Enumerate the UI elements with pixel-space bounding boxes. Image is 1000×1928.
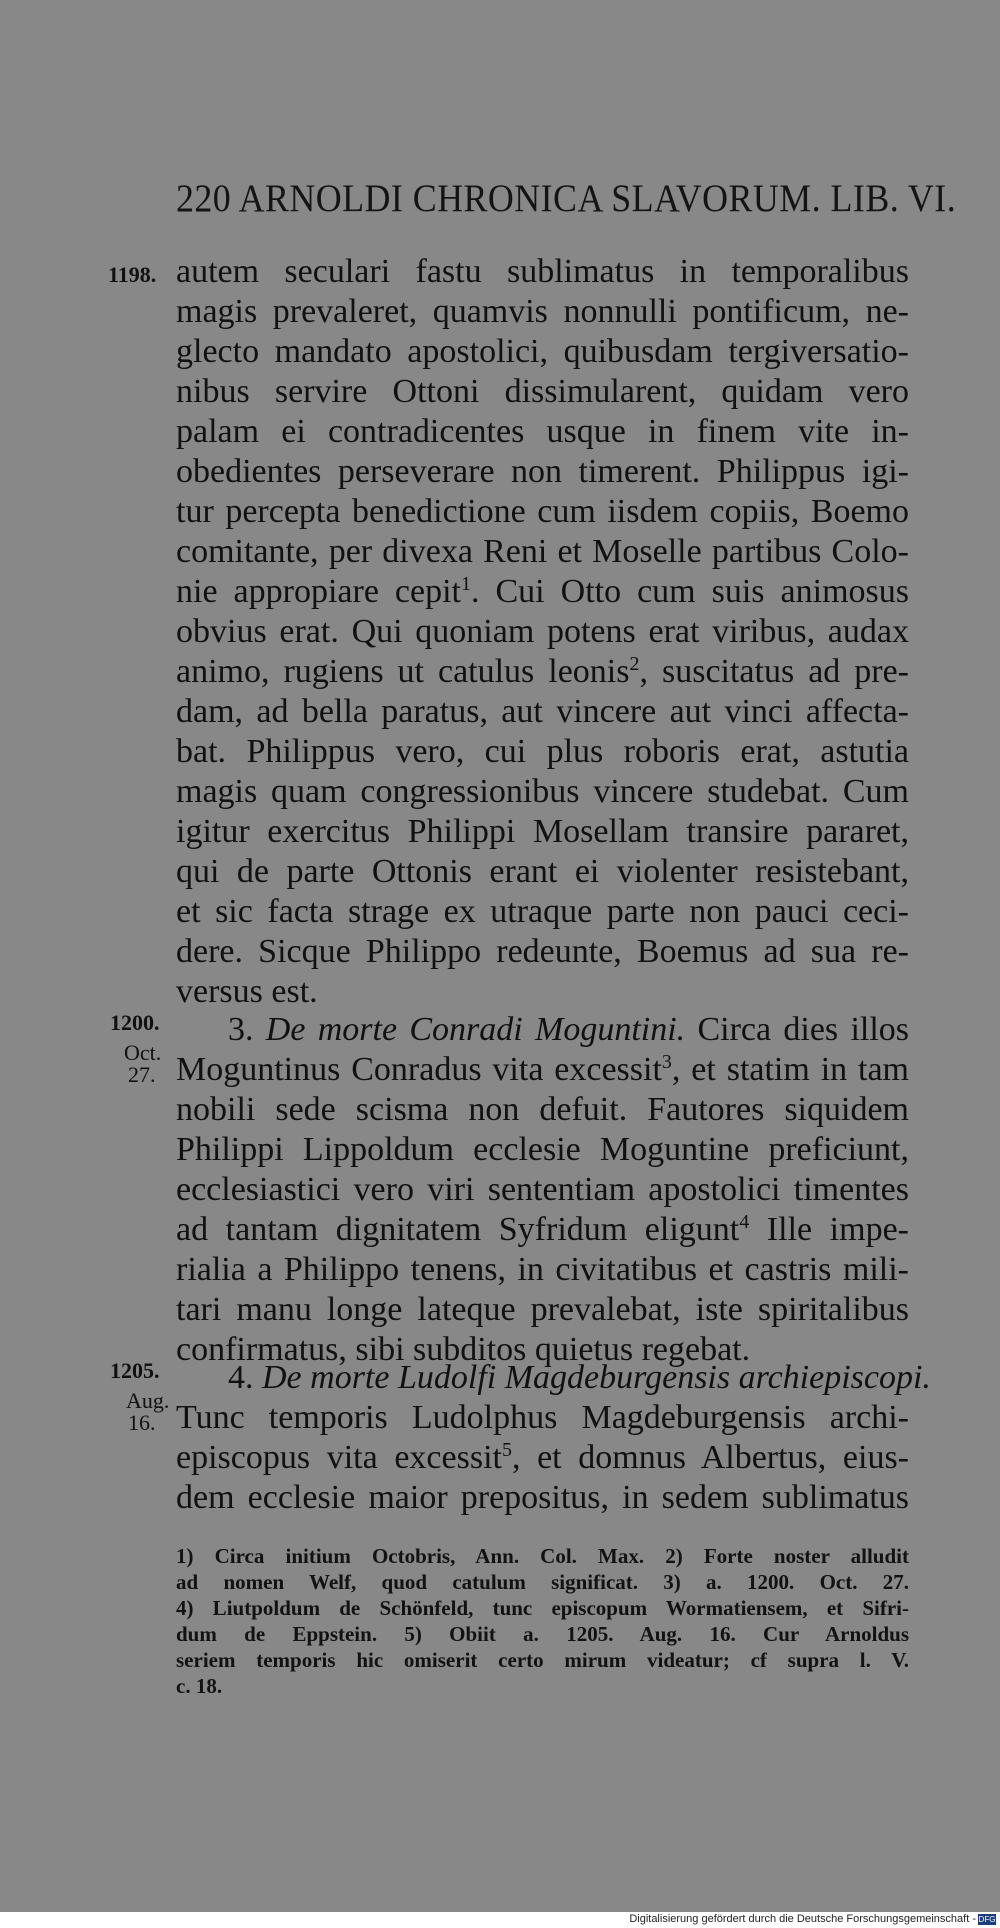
body-line: obvius erat. Qui quoniam potens erat viribus, audax [176,613,909,650]
body-line: animo, rugiens ut catulus leonis$^2$, suscitatus ad pre- [176,653,910,690]
margin-year-1198: 1198. [108,262,157,287]
body-line: magis quam congressionibus vincere studebat. Cum [176,773,909,810]
running-head: 220 ARNOLDI CHRONICA SLAVORUM. LIB. VI. [176,177,957,220]
footnote-line: dum de Eppstein. 5) Obiit a. 1205. Aug. 16. Cur Arnoldus [176,1622,909,1646]
body-line: nobili sede scisma non defuit. Fautores siquidem [176,1091,909,1128]
section-title: De morte Ludolfi Magdeburgensis archiepiscopi. [262,1359,931,1396]
margin-month-oct: Oct. [124,1040,162,1065]
section-heading-line: 3. De morte Conradi Moguntini. Circa dies illos [228,1011,910,1048]
footnote-line: 1) Circa initium Octobris, Ann. Col. Max. 2) Forte noster alludit [176,1544,909,1568]
body-line: comitante, per divexa Reni et Moselle partibus Colo- [176,533,909,570]
margin-day-16: 16. [128,1410,156,1435]
body-line: tur percepta benedictione cum iisdem copiis, Boemo [176,493,909,530]
body-line: Philippi Lippoldum ecclesie Moguntine preficiunt, [176,1131,909,1168]
footnote-line: c. 18. [176,1674,223,1698]
margin-month-aug: Aug. [126,1388,170,1413]
footnote-line: 4) Liutpoldum de Schönfeld, tunc episcopum Wormatiensem, et Sifri- [176,1596,909,1620]
margin-year-1200: 1200. [110,1010,160,1035]
body-line: Tunc temporis Ludolphus Magdeburgensis archi- [176,1399,909,1436]
body-line: nibus servire Ottoni dissimularent, quidam vero [176,373,909,410]
body-line: autem seculari fastu sublimatus in temporalibus [176,253,909,290]
body-line: igitur exercitus Philippi Mosellam transire pararet, [176,813,909,850]
body-line: confirmatus, sibi subditos quietus regebat. [176,1331,751,1368]
footnote-line: seriem temporis hic omiserit certo mirum videatur; cf supra l. V. [176,1648,909,1672]
funding-credit: Digitalisierung gefördert durch die Deutsche Forschungsgemeinschaft - [629,1913,976,1925]
margin-day-27: 27. [128,1062,156,1087]
footnote-ref: 3 [661,1051,672,1073]
body-line: obedientes perseverare non timerent. Philippus igi- [176,453,909,490]
body-line: versus est. [176,973,318,1010]
body-line: episcopus vita excessit$^5$, et domnus Albertus, eius- [176,1439,909,1476]
body-line: tari manu longe lateque prevalebat, iste spiritalibus [176,1291,909,1328]
dfg-logo: DFG [978,1915,996,1924]
body-line: Moguntinus Conradus vita excessit$^3$, et statim in tam [176,1051,909,1088]
body-line: nie appropiare cepit$^1$. Cui Otto cum suis animosus [176,573,909,610]
footnote-ref: 4 [739,1211,750,1233]
body-line: et sic facta strage ex utraque parte non pauci ceci- [176,893,909,930]
margin-year-1205: 1205. [110,1358,160,1383]
body-line: dam, ad bella paratus, aut vincere aut vinci affecta- [176,693,909,730]
body-line: ecclesiastici vero viri sententiam apostolici timentes [176,1171,909,1208]
body-line: rialia a Philippo tenens, in civitatibus et castris mili- [176,1251,909,1288]
footnote-ref: 5 [501,1439,512,1461]
body-line: bat. Philippus vero, cui plus roboris erat, astutia [176,733,909,770]
body-line: palam ei contradicentes usque in finem vite in- [176,413,909,450]
footnote-ref: 1 [461,573,471,595]
body-line: magis prevaleret, quamvis nonnulli pontificum, ne- [176,293,909,330]
footnote-line: ad nomen Welf, quod catulum significat. 3) a. 1200. Oct. 27. [176,1570,909,1594]
footnote-ref: 2 [629,653,640,675]
body-line: ad tantam dignitatem Syfridum eligunt$^4$ Ille impe- [176,1211,909,1248]
section-title: De morte Conradi Moguntini. [265,1011,686,1048]
body-line: qui de parte Ottonis erant ei violenter resistebant, [176,853,909,890]
body-line: dere. Sicque Philippo redeunte, Boemus ad sua re- [176,933,909,970]
section-heading-line: 4. De morte Ludolfi Magdeburgensis archiepiscopi. [228,1359,931,1396]
body-line: glecto mandato apostolici, quibusdam tergiversatio- [176,333,909,370]
body-line: dem ecclesie maior prepositus, in sedem sublimatus [176,1479,909,1516]
